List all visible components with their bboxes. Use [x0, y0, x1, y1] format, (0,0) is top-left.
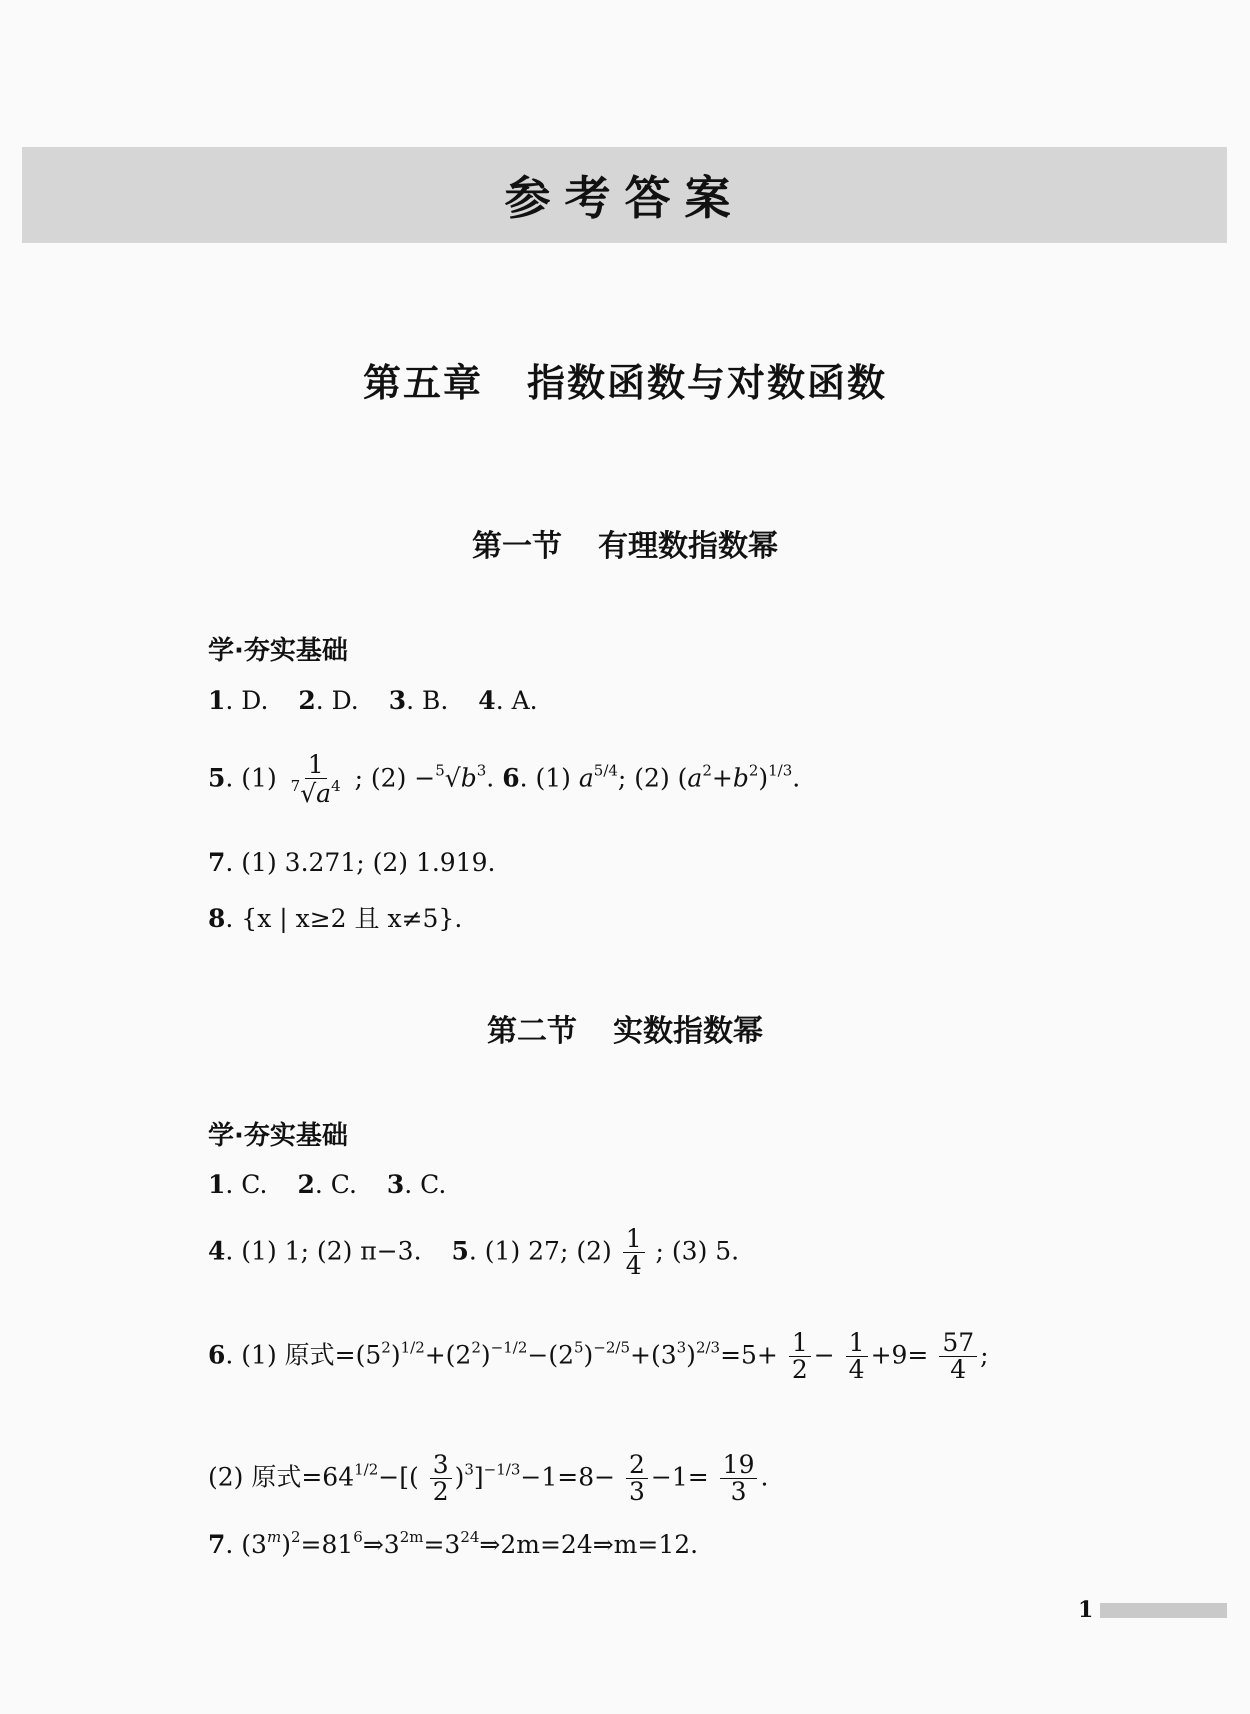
- section-1-title: [0, 521, 1250, 565]
- section-1-subheading: 学·夯实基础: [208, 636, 348, 666]
- section-1-number: 第一节: [472, 529, 562, 564]
- header-banner: [22, 147, 1227, 243]
- page-number-bar: [1100, 1603, 1227, 1618]
- s2-answers-1-3: 1. C. 2. C. 3. C.: [208, 1170, 447, 1199]
- s1-answers-1-4: 1. D. 2. D. 3. B. 4. A.: [208, 686, 538, 715]
- section-1-name: 有理数指数幂: [598, 529, 778, 564]
- fraction: $\frac{1}{4}$: [623, 1226, 645, 1280]
- fraction: $\frac{1}{2}$: [789, 1330, 811, 1384]
- s1-answer-7: 7. (1) 3.271; (2) 1.919.: [208, 848, 496, 877]
- chapter-number: 第五章: [362, 360, 483, 405]
- s2-answers-4-5: 4. (1) 1; (2) π−3. 5. (1) 27; (2) $\frac{1}{4}$ ; (3) 5.: [208, 1224, 740, 1281]
- section-2-name: 实数指数幂: [613, 1014, 763, 1049]
- fraction: $\frac{1}{^7√a^4}$: [290, 750, 341, 809]
- s2-answer-6-1: 6. (1) 原式$=(5^2)^{1/2}+(2^2)^{-1/2}-(2^5)^{-2/5}+(3^3)^{2/3}=5+$ $\frac{1}{2}$ − $\frac{1}{4}$ +9= $\frac{57}{4}$ ;: [208, 1328, 989, 1385]
- chapter-title: [0, 352, 1250, 407]
- chapter-name: 指数函数与对数函数: [527, 360, 888, 405]
- s1-answers-5-6: 5. (1) $\frac{1}{^7√a^4}$ ; $(2) -^5√b^3$. 6. (1) $a^{5/4}$; (2) $(a^2+b^2)^{1/3}$.: [208, 750, 801, 809]
- page-number: 1: [1078, 1597, 1094, 1623]
- s2-answer-7: 7. $(3^m)^2=81^6\Rightarrow 3^{2m}=3^{24}\Rightarrow 2m=24\Rightarrow m=12$.: [208, 1528, 699, 1559]
- banner-title: 参考答案: [504, 171, 745, 225]
- section-2-number: 第二节: [487, 1014, 577, 1049]
- s2-answer-6-2: (2) 原式$=64^{1/2}-$[( $\frac{3}{2}$ )$^3$]$^{-1/3}$−1=8− $\frac{2}{3}$ −1= $\frac{19}{3}$ .: [208, 1450, 769, 1507]
- fraction: $\frac{19}{3}$: [720, 1452, 758, 1506]
- fraction: $\frac{3}{2}$: [430, 1452, 452, 1506]
- section-2-title: [0, 1006, 1250, 1050]
- s1-answer-8: 8. {x | x≥2 且 x≠5}.: [208, 904, 463, 933]
- fraction: $\frac{2}{3}$: [626, 1452, 648, 1506]
- fraction: $\frac{57}{4}$: [939, 1330, 977, 1384]
- fraction: $\frac{1}{4}$: [846, 1330, 868, 1384]
- section-2-subheading: 学·夯实基础: [208, 1121, 348, 1151]
